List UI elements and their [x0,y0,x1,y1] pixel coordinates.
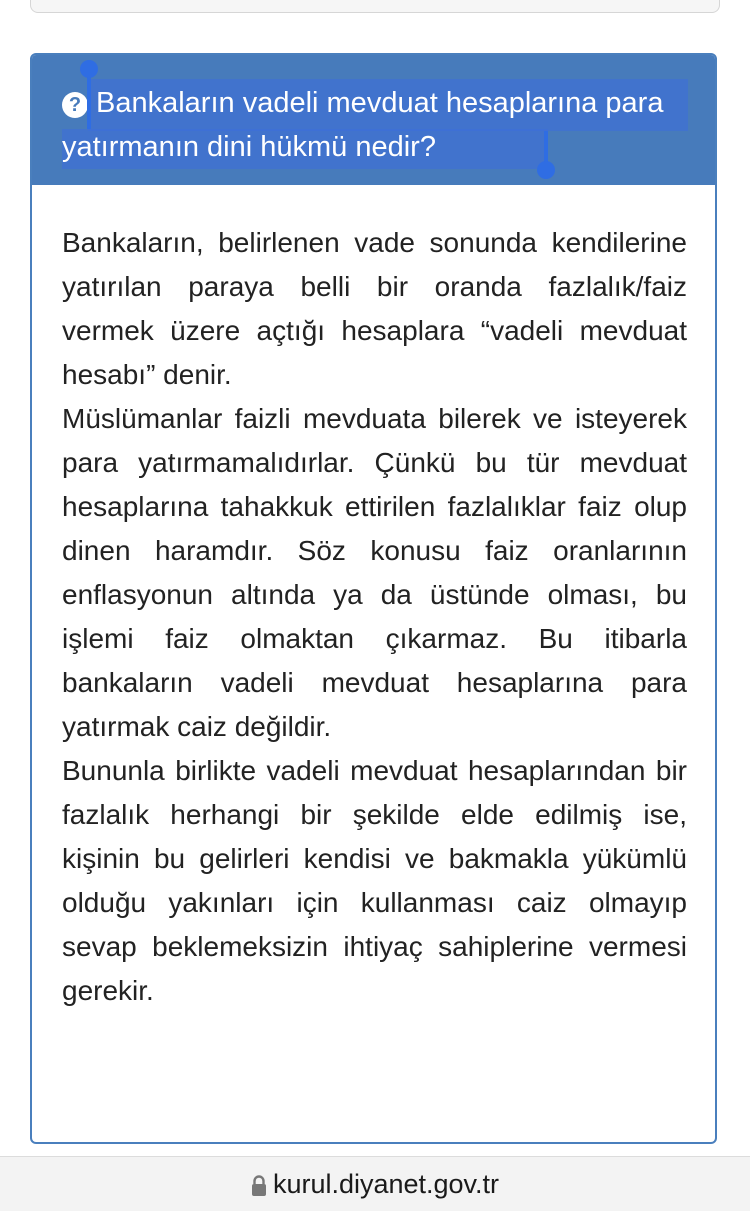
url-text: kurul.diyanet.gov.tr [272,1169,500,1199]
url-display[interactable] [0,1167,750,1205]
question-title[interactable] [62,81,692,169]
selection-start-handle[interactable] [87,73,91,129]
answer-body [62,221,687,1013]
browser-address-bar[interactable] [0,1156,750,1211]
answer-paragraph: Bankaların, belirlenen vade sonunda kendilerine yatırılan paraya belli bir oranda fazlalık/faiz vermek üzere açtığı hesaplara “vadeli mevduat hesabı” denir. [62,227,687,390]
answer-paragraph: Müslümanlar faizli mevduata bilerek ve isteyerek para yatırmamalıdırlar. Çünkü bu tür mevduat hesaplarına tahakkuk ettirilen fazlalıklar faiz olup dinen haramdır. Söz konusu faiz oranlarının enflasyonun altında ya da üstünde olması, bu işlemi faiz olmaktan çıkarmaz. Bu itibarla bankaların vadeli mevduat hesaplarına para yatırmak caiz değildir. [62,403,687,742]
selection-end-handle-knob[interactable] [537,161,555,179]
question-title-text: Bankaların vadeli mevduat hesaplarına para yatırmanın dini hükmü nedir? [62,87,664,163]
lock-icon [251,1171,267,1205]
selection-start-handle-knob[interactable] [80,60,98,78]
question-header[interactable] [32,55,715,185]
question-circle-icon: ? [62,92,88,118]
faq-panel [30,53,717,1144]
answer-paragraph: Bununla birlikte vadeli mevduat hesaplarından bir fazlalık herhangi bir şekilde elde edilmiş ise, kişinin bu gelirleri kendisi ve bakmakla yükümlü olduğu yakınları için kullanması caiz olmayıp sevap beklemeksizin ihtiyaç sahiplerine vermesi gerekir. [62,755,687,1006]
previous-card [30,0,720,13]
